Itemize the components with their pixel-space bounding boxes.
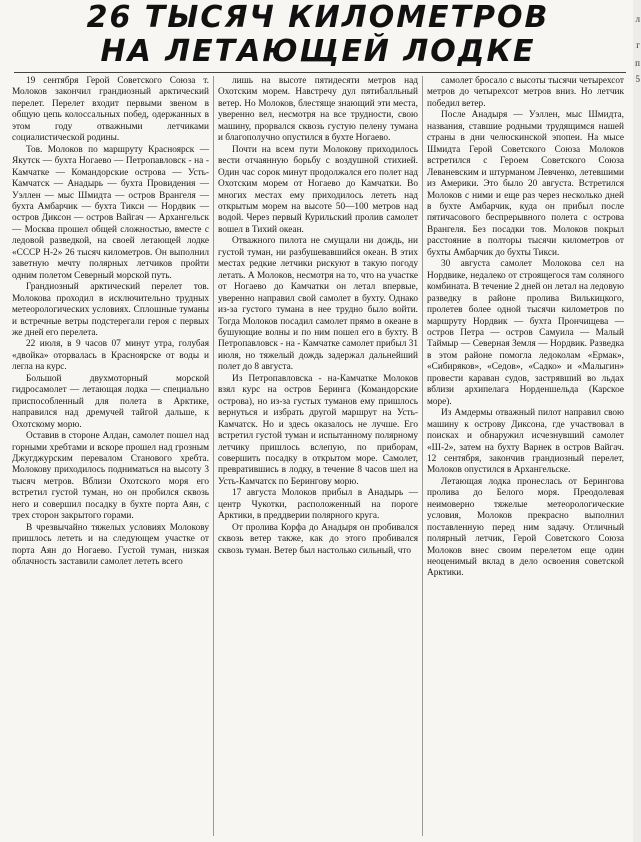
article-paragraph: лишь на высоте пятидесяти метров над Охотским морем. Навстречу дул пятибалльный ветер. Но Молоков, блестяще знающий эти места, уверенно вел, несмотря на все трудности, свою машину, прорвался сквозь густую пелену тумана и благополучно опустился в бухте Ногаево. [218,76,418,144]
article-paragraph: Почти на всем пути Молокову приходилось вести отчаянную борьбу с воздушной стихией. Один час сорок минут продолжался его полет над Охотским морем от Ногаево до Камчатки. Во многих местах ему приходилось лететь над открытым морем на высоте 50—100 метров над водой. Через первый Курильский пролив самолет вошел в Тихий океан. [218,144,418,235]
headline-line-2: НА ЛЕТАЮЩЕЙ ЛОДКЕ [100,34,536,69]
article-paragraph: После Анадыря — Уэллен, мыс Шмидта, названия, ставшие родными трудящимся нашей страны в дни челюскинской эпопеи. На мысе Шмидта Герой Советского Союза Молоков встретился с Героем Советского Союза Леваневским и штурманом Левченко, летевшими из Америки. Это было 20 августа. Встретился Молоков с ними и еще раз через несколько дней в бухте Амбарчик, куда он прибыл после пятичасового беспрерывного полета с острова Врангеля. Без посадки тов. Молоков покрыл расстояние в полторы тысячи километров от бухты Амбарчик до бухты Тикси. [427,110,624,258]
article-paragraph: 30 августа самолет Молокова сел на Нордвике, недалеко от строящегося там соляного комбината. В течение 2 дней он летал на ледовую разведку в районе пролива Вилькицкого, пролетев более одной тысячи километров по маршруту Нордвик — бухта Прончищева — остров Петра — остров Самуила — Малый Таймыр — Северная Земля — Нордвик. Разведка в этом районе помогла ледоколам «Ермак», «Сибиряков», «Седов», «Садко» и «Малыгин» провести караван судов, застрявший во льдах вблизи архипелага Норденшельда (Карское море). [427,259,624,407]
adjacent-page-edge [633,0,641,842]
article-column-1 [12,76,209,838]
column-divider-2 [422,76,423,836]
article-paragraph: В чрезвычайно тяжелых условиях Молокову пришлось лететь и на следующем участке от порта Аян до Ногаево. Густой туман, низкая облачность заставили самолет лететь всего [12,522,209,568]
article-paragraph: Большой двухмоторный морской гидросамолет — летающая лодка — специально приспособленный для полета в Арктике, направился над дремучей тайгой дальше, к Охотскому морю. [12,373,209,430]
headline-rule [14,72,626,73]
article-paragraph: Тов. Молоков по маршруту Красноярск — Якутск — бухта Ногаево — Петропавловск - на - Камчатке — Командорские острова — Усть-Камчатск — Анадырь — бухта Провидения — Уэллен — мыс Шмидта — остров Врангеля — бухта Амбарчик — бухта Тикси — Нордвик — остров Диксон — остров Вайгач — Архангельск — Москва прошел общей сложностью, вместе с ледовой разведкой, на своей летающей лодке «СССР Н-2» 26 тысяч километров. Он выполнил заветную мечту полярных летчиков пройти одним полетом Северный морской путь. [12,144,209,281]
article-paragraph: От пролива Корфа до Анадыря он пробивался сквозь ветер также, как до этого пробивался сквозь туман. Ветер был настолько сильный, что [218,522,418,556]
edge-char: л [635,14,640,24]
article-paragraph: Из Петропавловска - на-Камчатке Молоков взял курс на остров Беринга (Командорские острова), но из-за густых туманов ему пришлось вернуться и избрать другой маршрут на Усть-Камчатск. Но и здесь оказалось не лучше. Его встретил густой туман и испытанному полярному летчику пришлось вслепую, по приборам, совершить посадку в открытом море. Самолет, превратившись в лодку, в течение 8 часов шел на Усть-Камчатск по Берингову морю. [218,373,418,487]
article-paragraph: Отважного пилота не смущали ни дождь, ни густой туман, ни разбушевавшийся океан. В этих местах редкие летчики рискуют в такую погоду летать. А Молоков, несмотря на то, что на участке от Ногаево до Камчатки он летал впервые, уверенно направил свой самолет в бухту. Однако из-за густого тумана в нее трудно было войти. Тогда Молоков посадил самолет прямо в океане в бушующие волны и по ним пошел его в бухту. В Петропавловск - на - Камчатке самолет прибыл 31 июля, но тяжелый дождь задержал дальнейший полет до 8 августа. [218,236,418,373]
article-paragraph: Из Амдермы отважный пилот направил свою машину к острову Диксона, где участвовал в поисках и обнаружил исчезнувший самолет «Ш-2», затем на бухту Варнек в остров Вайгач. 12 сентября, закончив грандиозный перелет, Молоков опустился в Архангельске. [427,408,624,476]
edge-char: г [636,40,640,50]
article-paragraph: 22 июля, в 9 часов 07 минут утра, голубая «двойка» оторвалась в Красноярске от воды и легла на курс. [12,339,209,373]
edge-char: 5 [635,74,640,84]
article-column-2 [218,76,418,838]
article-paragraph: Оставив в стороне Алдан, самолет пошел над горными хребтами и вскоре прошел над грозным Джугджурским перевалом Станового хребта. Молокову приходилось подниматься на высоту 3 тысяч метров. Вблизи Охотского моря его встретил густой туман, но он пробился сквозь него и совершил посадку в бухте порта Аян, с трех сторон закрытого горами. [12,431,209,522]
article-paragraph: Летающая лодка пронеслась от Берингова пролива до Белого моря. Преодолевая неимоверно тяжелые метеорологические условия, Молоков прекрасно выполнил поставленную перед ним задачу. Отличный полярный летчик, Герой Советского Союза Молоков внес своим перелетом еще один неоценимый вклад в дело освоения советской Арктики. [427,476,624,579]
article-column-3 [427,76,624,838]
article-paragraph: самолет бросало с высоты тысячи четырехсот метров до четырехсот метров вниз. Но летчик победил ветер. [427,76,624,109]
article-paragraph: 19 сентября Герой Советского Союза т. Молоков закончил грандиозный арктический перелет. Перелет входит первыми звеном в общую цепь колоссальных побед, одержанных в этом году отважными летчиками социалистической родины. [12,76,209,144]
article-paragraph: 17 августа Молоков прибыл в Анадырь — центр Чукотки, расположенный на пороге Арктики, в преддверии полярного круга. [218,488,418,522]
headline-line-1: 26 ТЫСЯЧ КИЛОМЕТРОВ [86,0,550,35]
edge-char: п [635,58,640,68]
article-paragraph: Грандиозный арктический перелет тов. Молокова проходил в исключительно трудных метеорологических условиях. Сплошные туманы и встречные ветры подстерегали героя с первых же дней его перелета. [12,282,209,338]
column-divider-1 [213,76,214,836]
